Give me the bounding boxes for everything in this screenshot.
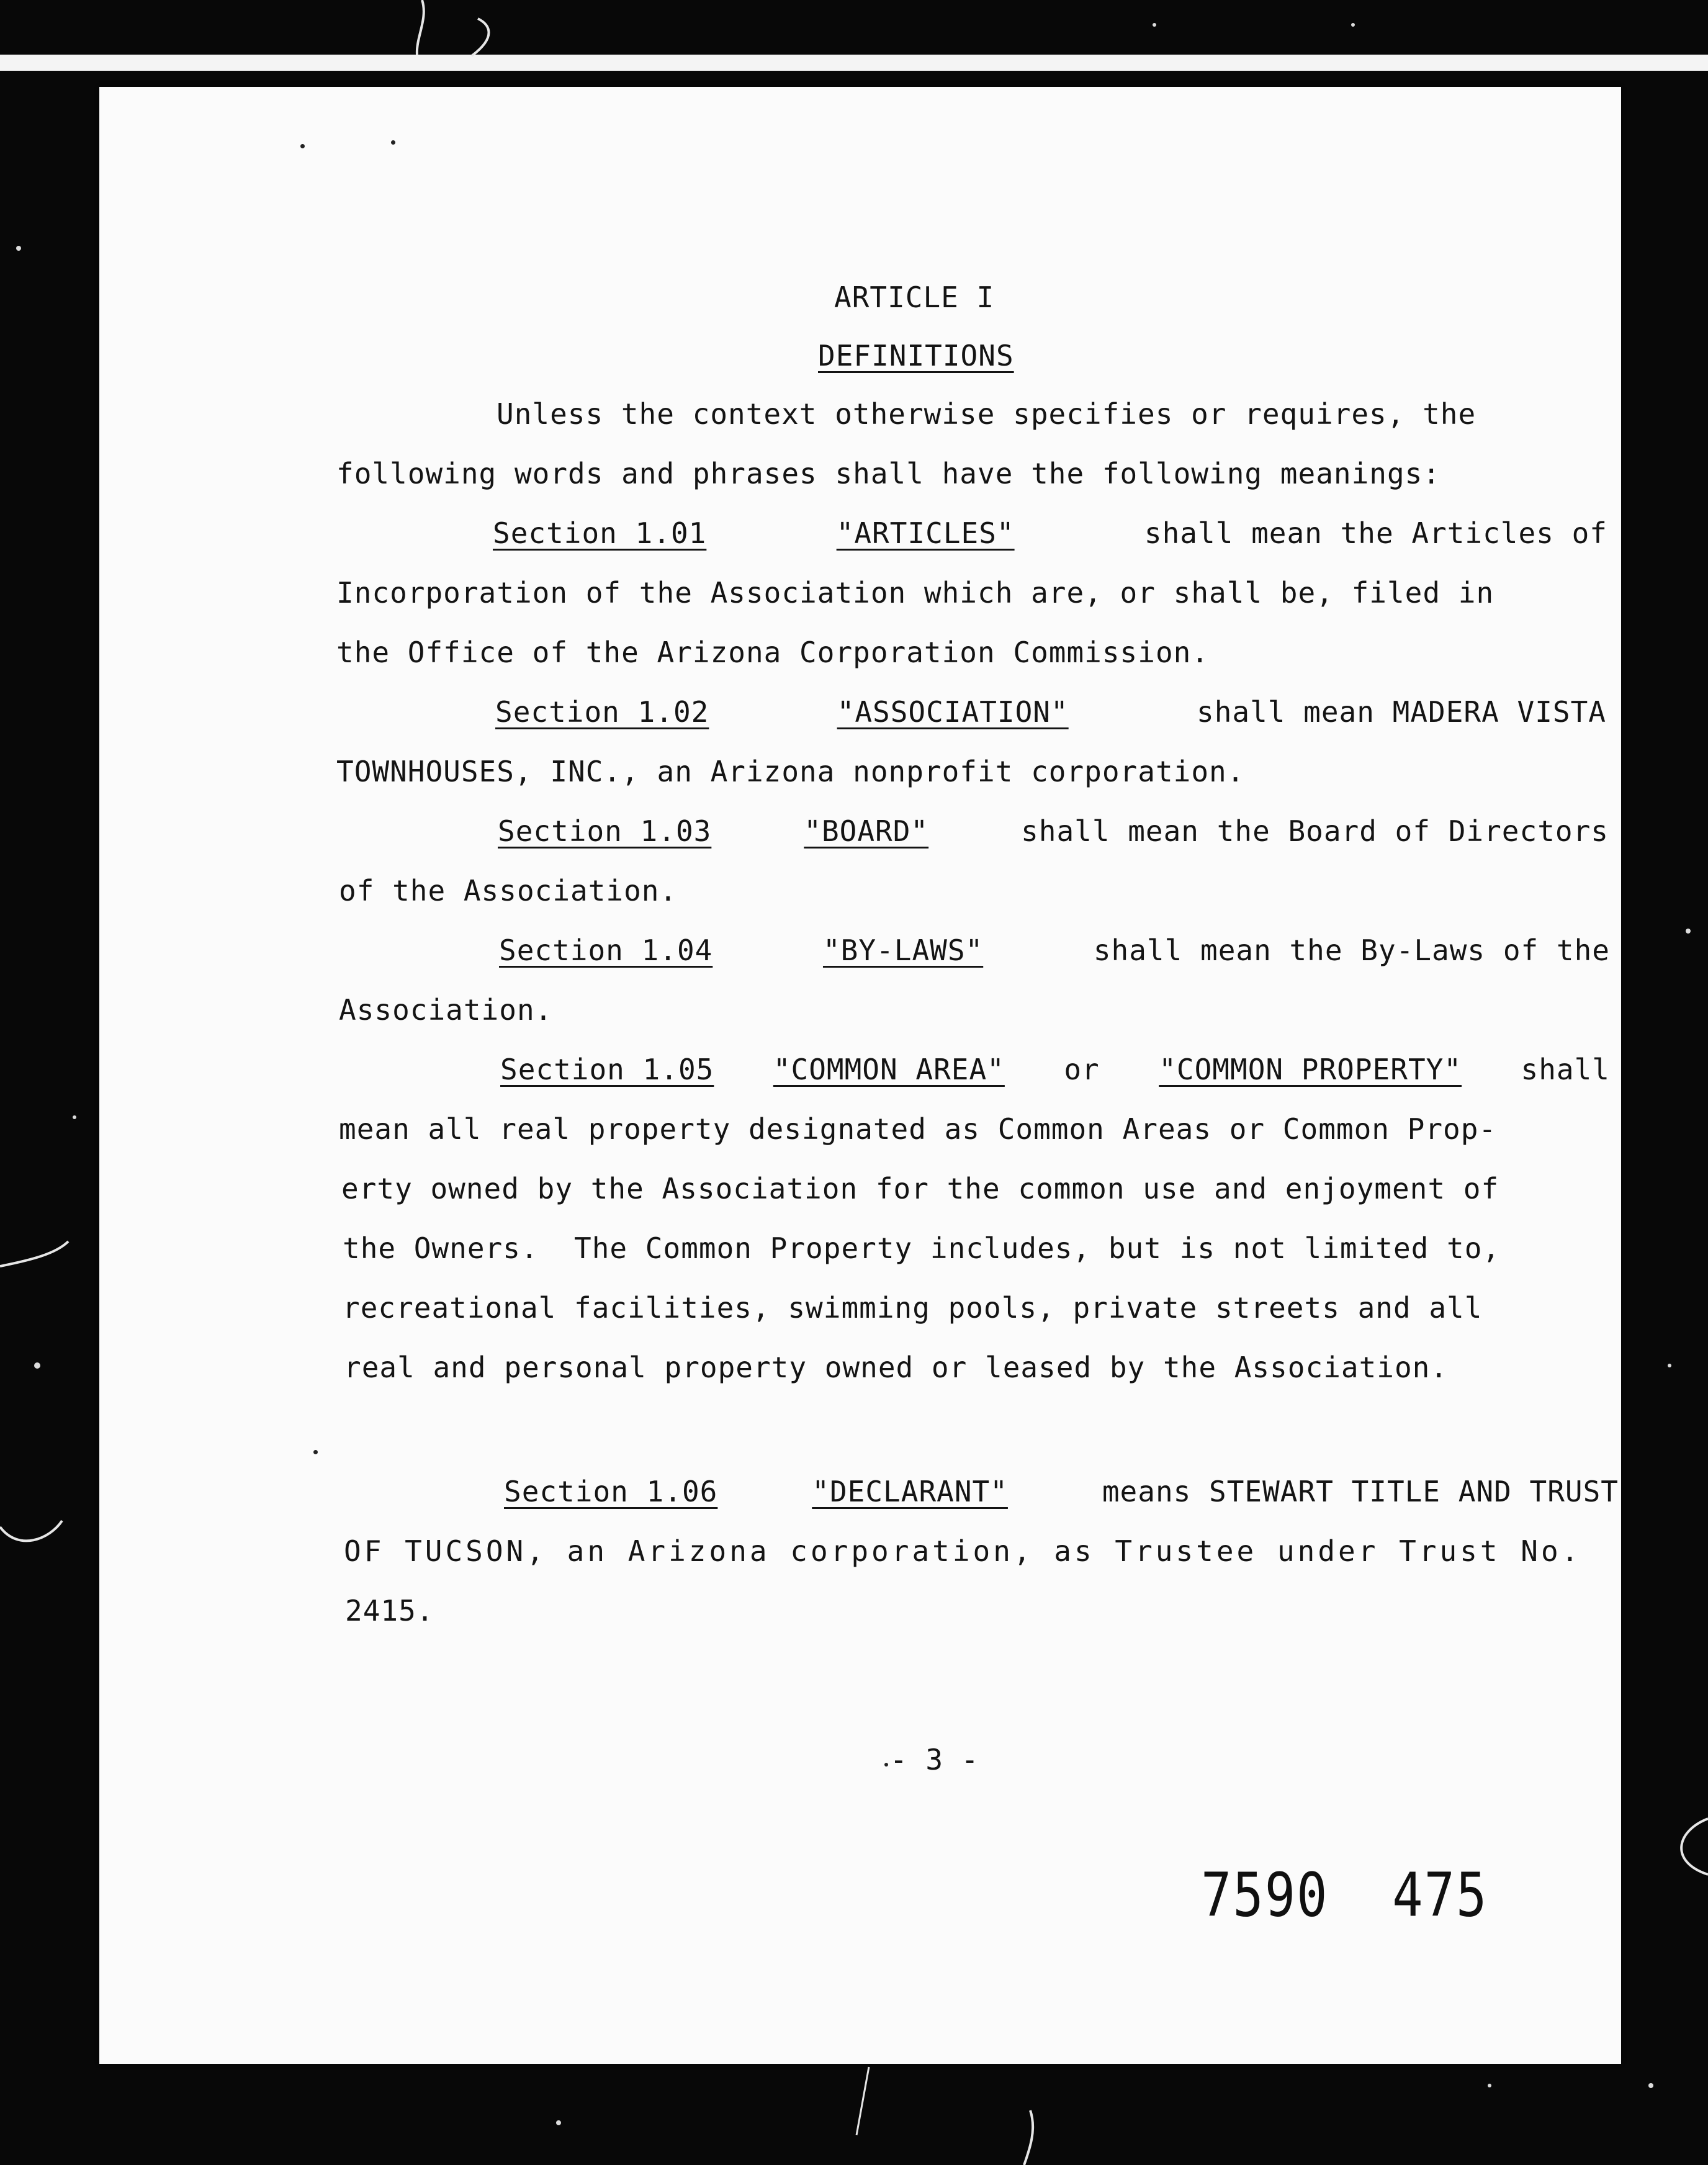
intro-line-1: Unless the context otherwise specifies or requires, the (497, 397, 1477, 431)
defined-term: "ASSOCIATION" (837, 695, 1069, 729)
section-label: Section 1.01 (493, 516, 707, 550)
section-1-04-line-2: Association. (339, 993, 553, 1027)
section-1-01-line-2: Incorporation of the Association which are, or shall be, filed in (336, 576, 1494, 610)
section-text: shall (1521, 1053, 1610, 1086)
defined-term: "DECLARANT" (812, 1475, 1008, 1508)
section-1-05-line-5: recreational facilities, swimming pools, private streets and all (343, 1291, 1483, 1325)
page-speck (884, 1763, 888, 1767)
section-label: Section 1.03 (498, 814, 712, 848)
section-1-06-line-3: 2415. (345, 1594, 434, 1627)
section-text: shall mean the Articles of (1144, 516, 1607, 550)
section-1-06-line-2: OF TUCSON, an Arizona corporation, as Trustee under Trust No. (344, 1534, 1582, 1568)
section-label: Section 1.05 (500, 1053, 714, 1086)
section-1-05-line-3: erty owned by the Association for the common use and enjoyment of (341, 1172, 1499, 1205)
section-label: Section 1.06 (504, 1475, 718, 1508)
page-number: - 3 - (890, 1743, 979, 1776)
recording-stamp-number: 7590 475 (1201, 1861, 1488, 1931)
page-speck (391, 140, 395, 145)
section-text: shall mean the Board of Directors (1021, 814, 1609, 848)
section-text: means STEWART TITLE AND TRUST (1102, 1475, 1619, 1508)
defined-term: "BOARD" (804, 814, 929, 848)
section-1-05-line-6: real and personal property owned or leased by the Association. (344, 1351, 1449, 1384)
section-label: Section 1.04 (499, 934, 713, 967)
section-1-03-line-2: of the Association. (339, 874, 678, 907)
article-title: ARTICLE I (834, 281, 995, 314)
section-connector: or (1064, 1053, 1100, 1086)
section-text: shall mean the By-Laws of the (1093, 934, 1610, 967)
section-1-05-line-4: the Owners. The Common Property includes, but is not limited to, (343, 1231, 1501, 1265)
defined-term: "ARTICLES" (836, 516, 1015, 550)
page-speck (300, 144, 305, 148)
section-1-05-line-2: mean all real property designated as Common Areas or Common Prop- (339, 1112, 1497, 1146)
section-1-01-line-3: the Office of the Arizona Corporation Commission. (336, 636, 1210, 669)
defined-term: "COMMON AREA" (773, 1053, 1005, 1086)
page-speck (313, 1450, 318, 1454)
defined-term: "BY-LAWS" (822, 934, 984, 967)
intro-line-2: following words and phrases shall have the following meanings: (336, 457, 1441, 490)
article-heading: DEFINITIONS (818, 339, 1014, 372)
defined-term-2: "COMMON PROPERTY" (1159, 1053, 1462, 1086)
section-label: Section 1.02 (495, 695, 709, 729)
section-1-02-line-2: TOWNHOUSES, INC., an Arizona nonprofit corporation. (336, 755, 1245, 788)
section-text: shall mean MADERA VISTA (1197, 695, 1606, 729)
